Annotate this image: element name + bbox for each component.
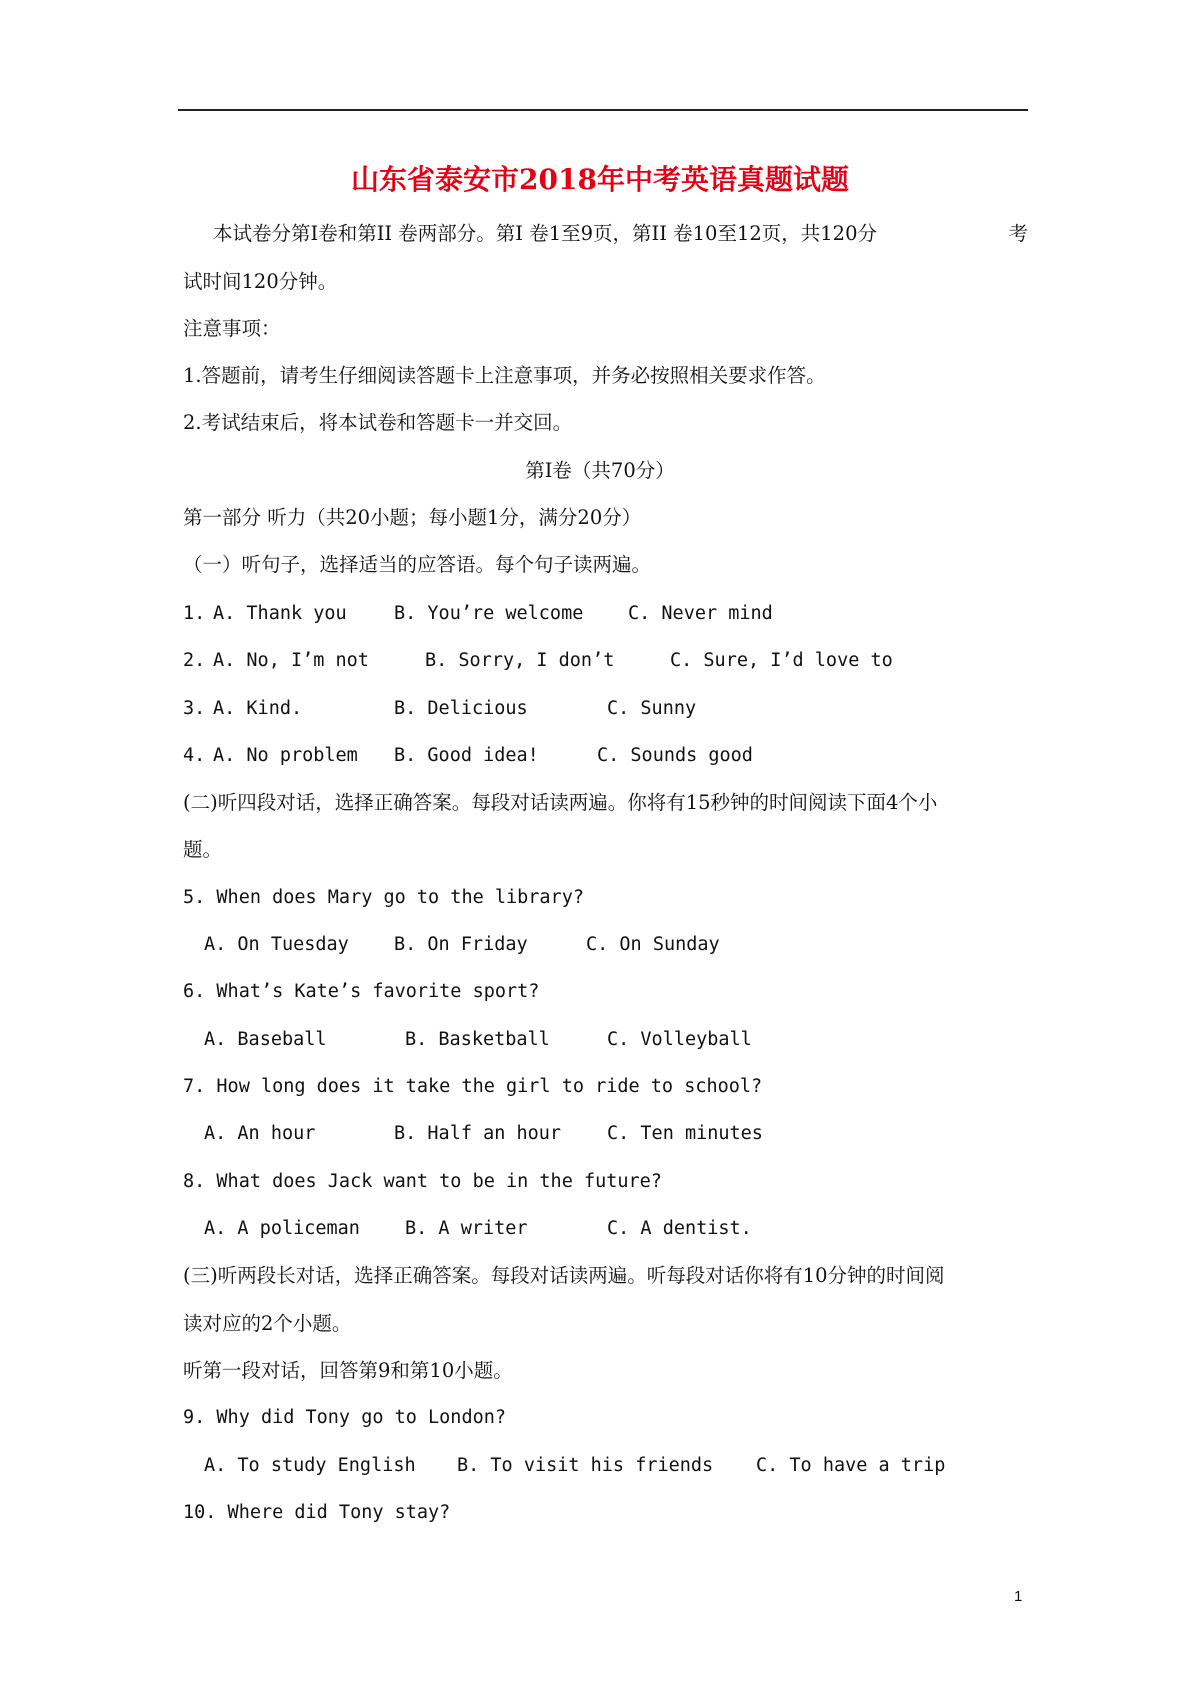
intro-line-1: [183, 222, 1028, 246]
intro-text: 本试卷分第Ⅰ卷和第II 卷两部分。第Ⅰ 卷1至9页，第II 卷10至12页，共120分: [213, 222, 877, 245]
option-b: B. You’re welcome: [394, 603, 584, 624]
option-a: A. To study English: [204, 1455, 416, 1476]
option-b: B. To visit his friends: [457, 1455, 714, 1476]
notice-heading: 注意事项：: [183, 317, 281, 340]
option-b: B. Delicious: [394, 698, 528, 719]
option-c: C. Sounds good: [597, 745, 753, 766]
volume-heading: 第Ⅰ卷（共70分）: [525, 459, 675, 482]
section1-heading: （一）听句子，选择适当的应答语。每个句子读两遍。: [183, 553, 652, 576]
part1-heading: 第一部分 听力（共20小题；每小题1分，满分20分）: [183, 506, 642, 529]
question-6-text: 6. What’s Kate’s favorite sport?: [183, 981, 540, 1002]
option-a: A. A policeman: [204, 1218, 360, 1239]
intro-text-end: 考: [1008, 222, 1028, 245]
option-b: B. Half an hour: [394, 1123, 562, 1144]
question-9-text: 9. Why did Tony go to London?: [183, 1407, 507, 1428]
option-b: B. A writer: [405, 1218, 528, 1239]
section2-heading-line1: (二)听四段对话，选择正确答案。每段对话读两遍。你将有15秒钟的时间阅读下面4个小: [183, 791, 938, 814]
option-c: C. On Sunday: [586, 934, 720, 955]
option-c: C. To have a trip: [756, 1455, 946, 1476]
option-c: C. Volleyball: [607, 1029, 752, 1050]
question-10-text: 10. Where did Tony stay?: [183, 1502, 451, 1523]
option-c: C. Sure, I’d love to: [670, 650, 893, 671]
section3-heading-line2: 读对应的2个小题。: [183, 1312, 352, 1335]
question-number: 1.: [183, 603, 206, 624]
question-7-text: 7. How long does it take the girl to ride to school?: [183, 1076, 763, 1097]
section2-heading-line2: 题。: [183, 838, 223, 861]
question-8-text: 8. What does Jack want to be in the future?: [183, 1171, 662, 1192]
option-a: A. No problem: [213, 745, 358, 766]
question-number: 4.: [183, 745, 206, 766]
intro-line-2: 试时间120分钟。: [183, 270, 338, 293]
option-b: B. Sorry, I don’t: [425, 650, 615, 671]
option-b: B. Basketball: [405, 1029, 550, 1050]
option-c: C. Ten minutes: [607, 1123, 763, 1144]
option-c: C. A dentist.: [607, 1218, 752, 1239]
header-rule: [178, 109, 1028, 111]
notice-item-1: 1.答题前，请考生仔细阅读答题卡上注意事项，并务必按照相关要求作答。: [183, 364, 826, 387]
page-number: 1: [1014, 1588, 1023, 1605]
option-c: C. Sunny: [607, 698, 697, 719]
question-number: 3.: [183, 698, 206, 719]
section3-heading-line1: (三)听两段长对话，选择正确答案。每段对话读两遍。听每段对话你将有10分钟的时间阅: [183, 1264, 945, 1287]
option-a: A. Kind.: [213, 698, 303, 719]
question-number: 2.: [183, 650, 206, 671]
question-5-text: 5. When does Mary go to the library?: [183, 887, 584, 908]
option-b: B. Good idea!: [394, 745, 539, 766]
option-b: B. On Friday: [394, 934, 528, 955]
option-a: A. On Tuesday: [204, 934, 349, 955]
option-a: A. No, I’m not: [213, 650, 369, 671]
option-a: A. Baseball: [204, 1029, 327, 1050]
option-a: A. An hour: [204, 1123, 316, 1144]
dialogue1-note: 听第一段对话，回答第9和第10小题。: [183, 1359, 513, 1382]
option-a: A. Thank you: [213, 603, 347, 624]
page-title: 山东省泰安市2018年中考英语真题试题: [351, 163, 849, 196]
option-c: C. Never mind: [628, 603, 773, 624]
notice-item-2: 2.考试结束后，将本试卷和答题卡一并交回。: [183, 411, 573, 434]
